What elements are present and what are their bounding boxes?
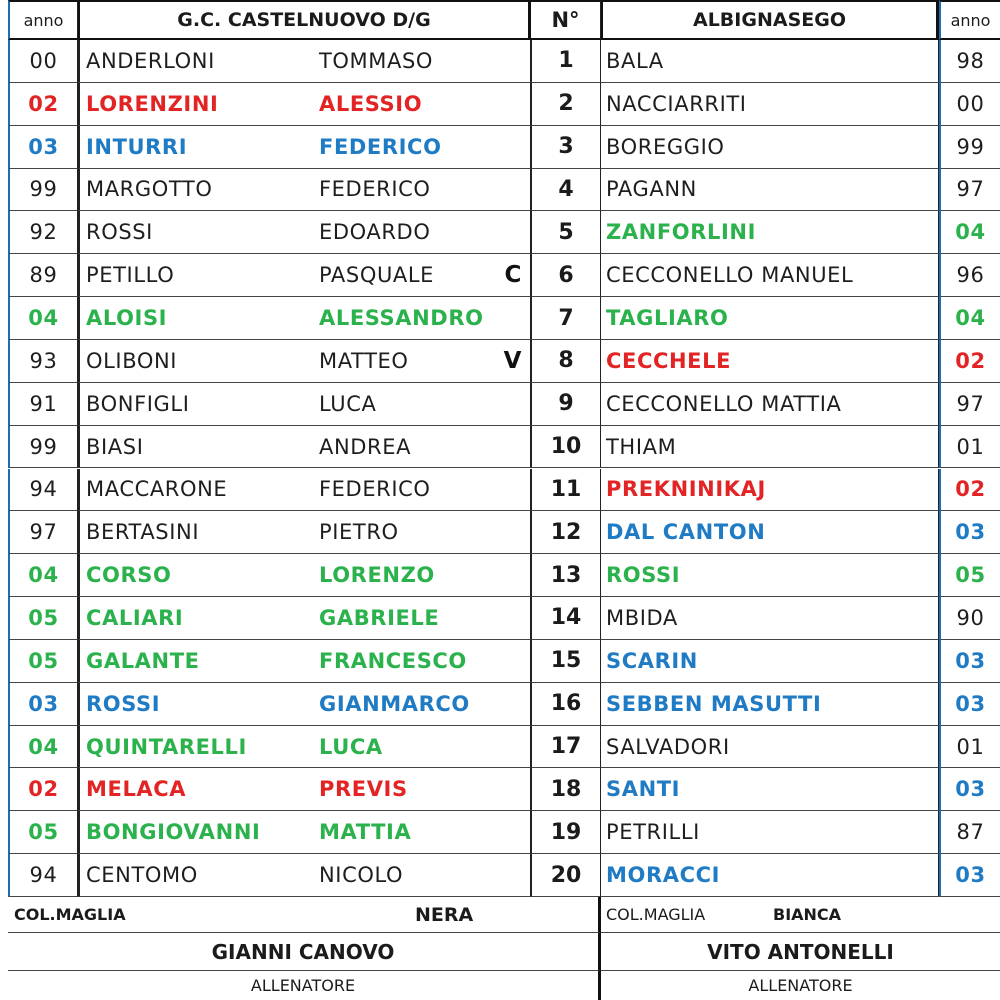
player-row [0,426,1000,469]
away-birth-year: 03 [939,640,1000,683]
away-birth-year: 03 [939,511,1000,554]
home-player-surname: CORSO [86,563,172,588]
home-player-cell [78,683,531,726]
home-birth-year: 04 [8,297,78,340]
shirt-number: 16 [531,683,601,726]
away-birth-year: 90 [939,597,1000,640]
away-player-name: ROSSI [601,554,939,597]
away-birth-year: 04 [939,297,1000,340]
away-birth-year: 01 [939,726,1000,769]
away-birth-year: 02 [939,469,1000,512]
away-player-name: BOREGGIO [601,126,939,169]
home-jersey-color: NERA [415,903,474,926]
number-header: N° [531,0,601,40]
away-birth-year: 98 [939,40,1000,83]
home-jersey-label: COL.MAGLIA [14,905,126,924]
away-year-header: anno [939,0,1000,40]
home-player-surname: MACCARONE [86,477,228,502]
home-player-firstname: ANDREA [319,434,412,459]
player-row [0,126,1000,169]
home-coach-name: GIANNI CANOVO [8,933,601,971]
captain-badge: V [503,347,522,374]
home-player-firstname: NICOLO [319,863,404,888]
shirt-number: 9 [531,383,601,426]
shirt-number: 18 [531,768,601,811]
home-birth-year: 89 [8,254,78,297]
away-player-name: DAL CANTON [601,511,939,554]
shirt-number: 2 [531,83,601,126]
home-player-firstname: ALESSIO [319,91,423,116]
home-player-surname: PETILLO [86,263,175,288]
player-row [0,726,1000,769]
home-player-firstname: PASQUALE [319,263,435,288]
home-year-header: anno [8,0,78,40]
away-player-name: CECCONELLO MATTIA [601,383,939,426]
home-player-surname: MARGOTTO [86,177,213,202]
home-player-cell [78,726,531,769]
table-header [0,0,1000,40]
home-birth-year: 99 [8,426,78,469]
shirt-number: 5 [531,211,601,254]
home-birth-year: 02 [8,83,78,126]
home-birth-year: 93 [8,340,78,383]
shirt-number: 8 [531,340,601,383]
home-birth-year: 05 [8,597,78,640]
home-player-surname: LORENZINI [86,91,219,116]
shirt-number: 7 [531,297,601,340]
away-birth-year: 01 [939,426,1000,469]
home-player-cell [78,126,531,169]
away-birth-year: 05 [939,554,1000,597]
shirt-number: 10 [531,426,601,469]
home-player-surname: BONFIGLI [86,391,190,416]
shirt-number: 11 [531,469,601,512]
home-player-cell [78,211,531,254]
player-row [0,83,1000,126]
home-player-surname: GALANTE [86,648,200,673]
player-row [0,469,1000,512]
shirt-number: 20 [531,854,601,897]
home-birth-year: 94 [8,854,78,897]
away-birth-year: 03 [939,854,1000,897]
shirt-number: 19 [531,811,601,854]
away-player-name: MBIDA [601,597,939,640]
away-player-name: PETRILLI [601,811,939,854]
away-jersey-label: COL.MAGLIA [606,905,706,924]
away-birth-year: 03 [939,768,1000,811]
player-row [0,854,1000,897]
away-player-name: NACCIARRITI [601,83,939,126]
away-birth-year: 03 [939,683,1000,726]
shirt-number: 4 [531,169,601,212]
home-player-cell [78,383,531,426]
away-player-name: SCARIN [601,640,939,683]
home-birth-year: 92 [8,211,78,254]
home-birth-year: 05 [8,811,78,854]
home-player-firstname: LUCA [319,391,377,416]
player-row [0,297,1000,340]
away-player-name: CECCONELLO MANUEL [601,254,939,297]
home-player-surname: BONGIOVANNI [86,820,261,845]
home-player-surname: ROSSI [86,220,153,245]
player-row [0,40,1000,83]
shirt-number: 12 [531,511,601,554]
away-player-name: ZANFORLINI [601,211,939,254]
home-player-cell [78,254,531,297]
home-birth-year: 05 [8,640,78,683]
coach-role-row [0,971,1000,1000]
player-row [0,768,1000,811]
away-birth-year: 00 [939,83,1000,126]
home-player-cell [78,854,531,897]
home-player-cell [78,640,531,683]
away-player-name: TAGLIARO [601,297,939,340]
home-player-firstname: TOMMASO [319,48,434,73]
away-birth-year: 97 [939,383,1000,426]
home-player-surname: ANDERLONI [86,48,215,73]
home-birth-year: 02 [8,768,78,811]
away-birth-year: 97 [939,169,1000,212]
home-birth-year: 91 [8,383,78,426]
home-player-surname: BIASI [86,434,144,459]
player-row [0,640,1000,683]
home-player-cell [78,469,531,512]
home-player-firstname: FEDERICO [319,177,431,202]
home-player-firstname: EDOARDO [319,220,431,245]
player-row [0,683,1000,726]
home-player-cell [78,340,531,383]
home-birth-year: 00 [8,40,78,83]
shirt-number: 15 [531,640,601,683]
home-player-firstname: PIETRO [319,520,399,545]
shirt-number: 3 [531,126,601,169]
home-birth-year: 03 [8,683,78,726]
player-row [0,597,1000,640]
home-player-cell [78,811,531,854]
shirt-number: 6 [531,254,601,297]
home-player-surname: CALIARI [86,605,184,630]
away-player-name: SALVADORI [601,726,939,769]
away-player-name: BALA [601,40,939,83]
home-team-name: G.C. CASTELNUOVO D/G [78,0,531,40]
home-player-firstname: GABRIELE [319,605,440,630]
away-coach-role: ALLENATORE [748,976,853,995]
away-birth-year: 87 [939,811,1000,854]
home-player-firstname: FRANCESCO [319,648,467,673]
away-birth-year: 04 [939,211,1000,254]
captain-badge: C [504,262,522,289]
away-birth-year: 96 [939,254,1000,297]
home-player-firstname: FEDERICO [319,477,431,502]
away-coach-name: VITO ANTONELLI [601,933,1000,971]
home-coach-role: ALLENATORE [8,971,601,1000]
away-player-name: SEBBEN MASUTTI [601,683,939,726]
home-player-firstname: LUCA [319,734,383,759]
home-jersey-cell [8,897,601,933]
home-player-surname: INTURRI [86,134,188,159]
home-birth-year: 04 [8,726,78,769]
player-row [0,169,1000,212]
home-player-cell [78,297,531,340]
home-player-cell [78,597,531,640]
shirt-number: 1 [531,40,601,83]
home-birth-year: 04 [8,554,78,597]
home-player-cell [78,426,531,469]
home-player-surname: QUINTARELLI [86,734,247,759]
away-jersey-color: BIANCA [773,905,842,924]
home-player-surname: ROSSI [86,691,161,716]
away-birth-year: 99 [939,126,1000,169]
away-player-name: THIAM [601,426,939,469]
away-player-name: PAGANN [601,169,939,212]
home-player-surname: CENTOMO [86,863,198,888]
home-player-cell [78,169,531,212]
home-player-cell [78,554,531,597]
player-row [0,811,1000,854]
home-player-firstname: ALESSANDRO [319,306,484,331]
home-player-cell [78,40,531,83]
home-player-firstname: MATTIA [319,820,412,845]
coach-row [0,933,1000,971]
home-birth-year: 03 [8,126,78,169]
home-player-firstname: PREVIS [319,777,408,802]
home-birth-year: 99 [8,169,78,212]
player-row [0,254,1000,297]
home-player-firstname: LORENZO [319,563,435,588]
home-player-surname: MELACA [86,777,187,802]
player-row [0,340,1000,383]
away-player-name: PREKNINIKAJ [601,469,939,512]
jersey-color-row [0,897,1000,933]
home-player-cell [78,768,531,811]
home-player-surname: OLIBONI [86,348,178,373]
away-birth-year: 02 [939,340,1000,383]
away-player-name: MORACCI [601,854,939,897]
player-row [0,383,1000,426]
player-row [0,511,1000,554]
home-player-firstname: GIANMARCO [319,691,470,716]
home-birth-year: 94 [8,469,78,512]
home-player-cell [78,83,531,126]
away-player-name: CECCHELE [601,340,939,383]
home-player-surname: BERTASINI [86,520,200,545]
home-player-firstname: MATTEO [319,348,409,373]
shirt-number: 17 [531,726,601,769]
away-player-name: SANTI [601,768,939,811]
home-player-surname: ALOISI [86,306,168,331]
player-row [0,554,1000,597]
player-row [0,211,1000,254]
home-birth-year: 97 [8,511,78,554]
shirt-number: 14 [531,597,601,640]
home-player-firstname: FEDERICO [319,134,442,159]
shirt-number: 13 [531,554,601,597]
home-player-cell [78,511,531,554]
away-team-name: ALBIGNASEGO [601,0,939,40]
away-jersey-cell [601,897,1000,933]
